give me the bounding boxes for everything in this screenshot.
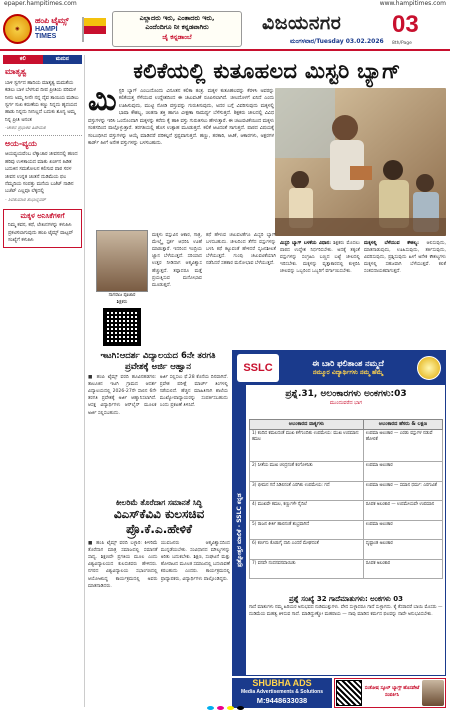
author-photo [96,230,148,292]
table-cell: 7) ವನವೇ ನಂದನವನವಾಯಿತು [250,559,364,579]
drop-cap: ಮಿ [88,83,117,118]
classroom-photo [275,88,446,236]
submission-box [3,209,82,248]
poem-author-2: - ಶಿವಕುಮಾರ ಶುಭಾನ್ನವರ್ [5,197,46,203]
dateline: ಮಂಗಳವಾರ/Tuesday 03.02.2026 [290,38,384,45]
alankara-table [249,419,443,579]
registration-dot [207,706,214,710]
story-2-col-1: ■ ಹಂಪಿ ಟೈಮ್ಸ್ ವರದಿ ಹೂವಿನಹಡಗಲಿ: ತಾಲೂಕಿನ ಇಟಗಿ ಗ್ರಾಮದ ಆದರ್ಶ ವಿದ್ಯಾಲಯದಲ್ಲಿ 2026-27ನೇ ಸಾಲಿನ 6ನೇ ತರಗತಿ ಪ್ರವೇಶಕ್ಕೆ ಅರ್ಜಿ ಆಹ್ವಾನಿಸಲಾಗಿದೆ. ಆಸಕ್ತ ವಿದ್ಯಾರ್ಥಿಗಳು ಆನ್‌ಲೈನ್ ಮೂಲಕ ಅರ್ಜಿ ಸಲ್ಲಿಸಬಹುದು. [88,375,157,416]
author-role: ಶಿಕ್ಷಕರು [116,300,128,306]
story-3-col-1: ■ ಹಂಪಿ ಟೈಮ್ಸ್ ವರದಿ ಬಳ್ಳಾರಿ: ಕೀಳರಿಮೆ ತೊರೆದಾಗ ಮಾತ್ರ ಸಮಾಜದಲ್ಲಿ ಸಮಾನತೆ ಸಾಧ್ಯ. ಶಿಕ್ಷಣವೇ ಪ್ರಗತಿಯ ಮೂಲ ಎಂದು ವಿಶ್ವವಿದ್ಯಾಲಯದ ಕುಲಸಚಿವರು ಹೇಳಿದರು. ನಗರದ ವಿಶ್ವವಿದ್ಯಾಲಯ ಸಭಾಂಗಣದಲ್ಲಿ ಆಯೋಜಿಸಿದ್ದ ಕಾರ್ಯಕ್ರಮದಲ್ಲಿ ಅವರು ಮಾತನಾಡಿದರು. [88,541,158,589]
poem-title-1: ಮಾತೃತ್ವ [5,67,27,76]
story-3-body [88,540,230,705]
poem-body-2: ಆಯವ್ಯಯವೆಂಬ ಲೆಕ್ಕಾಚಾರ ಜೀವನದಲ್ಲಿ ಹಣದ ಹರಿವು ಉಳಿತಾಯದ ಮಾತು ಖರ್ಚಿನ ಹಿಡಿತ ಬದುಕಿನ ಸಮತೋಲನ ಕಲಿಸುವ ಪಾಠ ಸರಳ ಜೀವನ ಉನ್ನತ ಚಿಂತನೆ ದುಡಿಮೆಯ ಫಲ ನೆಮ್ಮದಿಯ ಸಂಪತ್ತು ಮನೆಯ ಬಜೆಟ್ ನಾಡಿನ ಬಜೆಟ್ ಎಲ್ಲವೂ ಲೆಕ್ಕದಲ್ಲಿ [5,152,78,195]
subhead-skills: ಮಕ್ಕಳಲ್ಲಿ ಬೆಳೆಯುವ ಕೌಶಲ್ಯ: [364,241,420,246]
qr-code-icon[interactable] [103,308,141,346]
sslc-question: ಪ್ರಶ್ನೆ.31, ಅಲಂಕಾರಗಳು ಅಂಕಗಳು:03 [285,389,407,399]
hampi-times-logo[interactable] [3,11,79,47]
sslc-question-sub: ಮುಂದುವರೆದ ಭಾಗ [329,400,363,407]
city-title: ವಿಜಯನಗರ [262,12,342,34]
website-url[interactable]: www.hampitimes.com [379,0,446,8]
table-cell: ಉಪಮಾ ಅಲಂಕಾರ [363,520,442,539]
epaper-url[interactable]: epaper.hampitimes.com [4,0,77,8]
main-story-col-2: ಮಕ್ಕಳು ವಸ್ತುವಿನ ಆಕಾರ, ಗಾತ್ರ, ಮೇಲ್ಮೈ ಸ್ಪರ್ಶ ಆಧರಿಸಿ ಊಹೆ ಮಾಡುತ್ತಾರೆ. ಇದರಿಂದ ಇಂದ್ರಿಯ ಜ್ಞಾನ ಬೆಳೆಯುತ್ತದೆ. ಸರಿಯಾದ ಉತ್ತರ ನೀಡಿದಾಗ ಆತ್ಮವಿಶ್ವಾಸ ಹೆಚ್ಚುತ್ತದೆ. ತಪ್ಪಾದರೂ ಮತ್ತೆ ಪ್ರಯತ್ನಿಸುವ ಮನೋಭಾವ ಮೂಡುತ್ತದೆ. [152,233,202,288]
main-story-col-4 [280,240,360,344]
table-row [250,462,443,481]
main-story-text: ಸ್ಟರಿ ಬ್ಯಾಗ್ ಎಂಬುದೊಂದು ವಿನೂತನ ಕಲಿಕಾ ತಂತ್ರ. ಮಕ್ಕಳ ಕುತೂಹಲವನ್ನು ಕೆರಳಿಸಿ ಅವರನ್ನು ಕಲಿಕೆಯತ್ತ ಸೆಳೆಯುವ ಉದ್ದೇಶದಿಂದ ಈ ಚಟುವಟಿಕೆ ರೂಪಿಸಲಾಗಿದೆ. ಚೀಲದೊಳಗೆ ಏನಿದೆ ಎಂದು ಊಹಿಸುವುದು, ಮುಟ್ಟಿ ನೋಡಿ ವಸ್ತುವನ್ನು ಗುರುತಿಸುವುದು, ಅದರ ಬಗ್ಗೆ ವಿವರಿಸುವುದು ಮಕ್ಕಳಲ್ಲಿ ಭಾಷಾ ಕೌಶಲ್ಯ, ಚಿಂತನಾ ಶಕ್ತಿ ಹಾಗೂ ವೀಕ್ಷಣಾ ಸಾಮರ್ಥ್ಯ ಬೆಳೆಸುತ್ತದೆ. ಶಿಕ್ಷಕರು ಚೀಲದಲ್ಲಿ ವಿವಿಧ ವಸ್ತುಗಳನ್ನು ಇರಿಸಿ ಒಂದೊಂದಾಗಿ ಮಕ್ಕಳನ್ನು ಕರೆದು ಕೈ ಹಾಕಿ ವಸ್ತು ಗುರುತಿಸಲು ಹೇಳುತ್ತಾರೆ. ಈ ಚಟುವಟಿಕೆಯಿಂದ ಮಕ್ಕಳು ಸಂತಸದಿಂದ ಪಾಲ್ಗೊಳ್ಳುತ್ತಾರೆ. ತರಗತಿಯಲ್ಲಿ ಹೊಸ ಉತ್ಸಾಹ ಮೂಡುತ್ತದೆ. ಕಲಿಕೆ ಆಟದಂತೆ ಸಾಗುತ್ತದೆ. ಪಾಠದ ವಿಷಯಕ್ಕೆ ಸಂಬಂಧಿಸಿದ ವಸ್ತುಗಳನ್ನು ಆಯ್ಕೆ ಮಾಡಿದರೆ ಪರಿಕಲ್ಪನೆ ಸ್ಪಷ್ಟವಾಗುತ್ತದೆ. ಹಣ್ಣು, ತರಕಾರಿ, ಆಟಿಕೆ, ಆಕಾರಗಳು, ಅಕ್ಷರಗಳ ಕಾರ್ಡ್ ಹೀಗೆ ಅನೇಕ ವಸ್ತುಗಳನ್ನು ಬಳಸಬಹುದು. [88,89,274,146]
story-3-headline-top: ಕೀಲರಿಮೆ ತೊರೆದಾಗ ಸಮಾನತೆ ಸಿದ್ಧಿ [115,498,203,507]
story-3-headline-main: ವಿಎಸ್‌ಕೆವಿವಿ ಕುಲಸಚಿವ ಪ್ರೊ.ಕೆ.ಎ.ಹೇಳಿಕೆ [113,507,205,537]
sslc-question-2-text: ಗಾದೆ ಮಾತುಗಳು ನಮ್ಮ ಹಿರಿಯರ ಅನುಭವದ ನುಡಿಮುತ್ತುಗಳು. ವೇದ ಸುಳ್ಳಾದರೂ ಗಾದೆ ಸುಳ್ಳಾಗದು. ಕೈ ಕೆಸರಾದರೆ ಬಾಯಿ ಮೊಸರು — ದುಡಿಮೆಯ ಮಹತ್ವ ತಿಳಿಸುವ ಗಾದೆ. ಮಾಡಿದ್ದುಣ್ಣೋ ಮಹರಾಯ — ನಾವು ಮಾಡಿದ ಕರ್ಮದ ಫಲವನ್ನು ನಾವೇ ಅನುಭವಿಸಬೇಕು. [249,605,443,617]
table-cell: ಉಪಮಾ ಅಲಂಕಾರ — ಸಮಾನ ಧರ್ಮ: ಎರಗುವಿಕೆ [363,481,442,500]
table-cell: 5) ರಾಜನ ಕೀರ್ತಿ ಹಾಲಿನಂತೆ ಶುಭ್ರವಾಗಿದೆ [250,520,364,539]
subhead-method: ಮಿಸ್ಟರಿ ಬ್ಯಾಗ್ ಬಳಕೆಯ ವಿಧಾನ: [280,241,331,246]
sslc-panel [232,350,446,676]
sidebar-tabs [3,55,82,64]
globe-icon [417,356,441,380]
poem-author-1: -ಚೇತನ ಪ್ರಭಾಕರ ಹಿರೇಮಠ [5,126,46,132]
slogan-line-1: ಎಲ್ಲಾದರು ಇರು, ಎಂತಾದರು ಇರು, [139,14,215,22]
day-number: 03 [392,11,419,38]
table-row [250,540,443,559]
registration-dot [237,706,244,710]
table-row [250,520,443,539]
sidebar-column [3,55,85,707]
ad-2-text: ಸಂತೋಷ ಸ್ಕೂಲ್ ಬ್ಯಾಗ್ಸ್ ಹೊಸಪೇಟೆ ಸಂಪರ್ಕಿಸಿ [364,686,420,698]
poem-title-2: ಅಯ-ವ್ಯಯ [5,138,37,148]
author-name: ನಾಗರಾಜ ಪೂಜಾರ [108,293,136,298]
table-row [250,429,443,462]
main-story-col-5 [364,240,446,344]
table-cell: ಉಪಮಾ ಅಲಂಕಾರ — ಎರಡು ವಸ್ತುಗಳ ನಡುವೆ ಹೋಲಿಕೆ [363,429,442,462]
ad-2-photo [422,680,444,706]
story-2-headline[interactable]: ಇಟಗಿ:ಆದರ್ಶ ವಿದ್ಯಾಲಯದ 6ನೇ ತರಗತಿ ಪ್ರವೇಶಕ್ಕೆ ಅರ್ಜಿ ಆಹ್ವಾನ [100,351,216,373]
poem-body-1: ಬಾಳಿ ಸ್ವರ್ಗದ ಹಾದಿಯ ಮಾತೃತ್ವ ಮಮತೆಯ ಕಡಲು ಬಾಳ ಬೆಳಗುವ ದೀಪ ಪ್ರೀತಿಯ ಪರಿಮಳ ನೀನು ಅಮ್ಮ ನೀನೇ ನನ್ನ ದೈವ ತಾಯಿಯ ಮಡಿಲು ಸ್ವರ್ಗ ಸುಖ ಕರುಣೆಯ ಕಣ್ಣು ನಿನ್ನದು ಹೃದಯದ ಹಾಡು ನಿನ್ನದು ನೀನಿಲ್ಲದೆ ಬದುಕು ಶೂನ್ಯ ಅಮ್ಮ ನಿನ್ನ ಪ್ರೀತಿ ಅನಂತ [5,80,79,123]
table-cell: ರೂಪಕ ಅಲಂಕಾರ — ಉಪಮೇಯವೇ ಉಪಮಾನ [363,501,442,520]
slogan-line-2: ಎಂದೆಂದಿಗೂ ನೀ ಕನ್ನಡವಾಗಿರು [145,23,209,32]
logo-english: HAMPI TIMES [34,25,58,41]
bag-store-ad[interactable] [334,678,446,708]
slogan-box [112,11,242,47]
submission-box-title: ಮಕ್ಕಳ ಅನಿಸಿಕೆಗಳಿಗೆ [20,212,65,221]
ad-brand: SHUBHA ADS [252,678,312,688]
slogan-line-3: ಜೈ ಕನ್ನಡಾಂಬೆ [162,32,192,41]
skills-text: ಆಲಿಸುವುದು, ಮಾತನಾಡುವುದು, ಊಹಿಸುವುದು, ತರ್ಕಿಸುವುದು, ವಿವರಿಸುವುದು, ಪ್ರಶ್ನಿಸುವುದು ಹೀಗೆ ಅನೇಕ ಕೌಶಲ್ಯಗಳು ಮಕ್ಕಳಲ್ಲಿ ಸಹಜವಾಗಿ ಬೆಳೆಯುತ್ತವೆ. ಕಲಿಕೆ ಸಂತಸದಾಯಕವಾಗುತ್ತದೆ. [364,241,446,275]
table-cell: 3) ಭೀಮನ ಗದೆ ಸಿಡಿಲಿನಂತೆ ಎರಗಿತು ಉಪಮೇಯ: ಗದೆ [250,481,364,500]
sslc-subtitle: ನಮ್ಮೂರ ವಿದ್ಯಾರ್ಥಿಗಳು ನಮ್ಮ ಹೆಮ್ಮೆ [312,369,384,377]
table-cell: 4) ಮುಖವೇ ಕಮಲ, ಕಣ್ಣುಗಳೇ ನೈದಿಲೆ [250,501,364,520]
logo-emblem-icon: ◉ [3,14,32,44]
table-row [250,501,443,520]
page-label: 8th/Page [392,41,412,46]
table-row [250,481,443,500]
story-2-body [88,374,228,496]
sslc-vertical-strip: ಪ್ರಶ್ನೋತ್ತರ ಮಾಲಿಕೆ - SSLC ಕನ್ನಡ [233,385,246,675]
table-cell: ರೂಪಕ ಅಲಂಕಾರ [363,559,442,579]
table-cell: 2) ಸೀತೆಯ ಮುಖ ಚಂದ್ರನಂತೆ ಕಂಗೊಳಿಸಿತು [250,462,364,481]
top-strip [0,0,450,9]
registration-dot [227,706,234,710]
ad-tagline: Media Advertisements & Solutions [240,689,324,695]
registration-dot [217,706,224,710]
sslc-badge: SSLC [237,354,279,382]
ad-phone: M:9448633038 [256,696,308,705]
logo-kannada: ಹಂಪಿ ಟೈಮ್ಸ್ [34,15,69,25]
karnataka-flag-icon [80,15,110,43]
table-header-1: ಅಲಂಕಾರದ ವಾಕ್ಯಗಳು [250,420,364,430]
method-text: ಶಿಕ್ಷಕರು ಮೊದಲು ಪಾಠದ ಉದ್ದೇಶ ನಿರ್ಧರಿಸಬೇಕು. ಅದಕ್ಕೆ ತಕ್ಕಂತೆ ವಸ್ತುಗಳನ್ನು ಸಂಗ್ರಹಿಸಿ ಬಣ್ಣದ ಬಟ್ಟೆ ಚೀಲದಲ್ಲಿ ಇರಿಸಬೇಕು. ಮಕ್ಕಳನ್ನು ವೃತ್ತಾಕಾರದಲ್ಲಿ ಕುಳ್ಳಿರಿಸಿ ಚೀಲವನ್ನು ಒಬ್ಬರಿಂದ ಒಬ್ಬರಿಗೆ ವರ್ಗಾಯಿಸಬೇಕು. [280,241,360,275]
table-cell: 6) ಕರ್ಣನು ಕೊಡುಗೈ ದಾನಿ ಎಂದರೆ ಮೇಘದಂತೆ [250,540,364,559]
sslc-title: ಈ ಬಾರಿ ಫಲಿತಾಂಶ ನಮ್ಮದೆ [312,358,384,368]
story-3-headline[interactable] [88,498,230,538]
table-cell: 1) ಕಂದಿದ ಕಮಲದಂತೆ ಮುಖ ಕಳೆಗುಂದಿತು ಉಪಮೇಯ: ಮುಖ ಉಪಮಾನ: ಕಮಲ [250,429,364,462]
table-header-2: ಅಲಂಕಾರದ ಹೆಸರು & ಲಕ್ಷಣ [363,420,442,430]
story-2-col-2: ಅರ್ಜಿ ಸಲ್ಲಿಸಲು ಫೆ.28 ಕೊನೆಯ ದಿನವಾಗಿದೆ. ಪ್ರವೇಶ ಪರೀಕ್ಷೆ ಮಾರ್ಚ್ ತಿಂಗಳಲ್ಲಿ ನಡೆಯಲಿದೆ. ಹೆಚ್ಚಿನ ಮಾಹಿತಿಗಾಗಿ ಶಾಲೆಯ ಮುಖ್ಯೋಪಾಧ್ಯಾಯರನ್ನು ಸಂಪರ್ಕಿಸಬಹುದು ಎಂದು ಪ್ರಕಟಣೆ ತಿಳಿಸಿದೆ. [159,375,228,409]
sidebar-tab-2: ಮನುನ [43,55,83,64]
sslc-question-2: ಪ್ರಶ್ನೆ ಸಂಖ್ಯೆ 32 ಗಾದೆಮಾತುಗಳು: ಅಂಕಗಳು 03 [288,595,404,603]
sidebar-tab-1: ಕಲಿ [3,55,43,64]
main-story-col-3: ಕಥೆ ಹೇಳುವ ಚಟುವಟಿಕೆಗೂ ಮಿಸ್ಟರಿ ಬ್ಯಾಗ್ ಬಳಸಬಹುದು. ಚೀಲದಿಂದ ತೆಗೆದ ವಸ್ತುಗಳನ್ನು ಬಳಸಿ ಕಥೆ ಕಟ್ಟುವಂತೆ ಹೇಳಿದರೆ ಸೃಜನಶೀಲತೆ ಬೆಳೆಯುತ್ತದೆ. ಗುಂಪು ಚಟುವಟಿಕೆಯಾಗಿ ನಡೆಸಿದರೆ ಸಹಕಾರ ಮನೋಭಾವ ಬೆಳೆಯುತ್ತದೆ. [206,233,276,267]
table-row [250,559,443,579]
ad-qr-code-icon [336,680,362,706]
table-cell: ಉಪಮಾ ಅಲಂಕಾರ [363,462,442,481]
main-story-body [88,83,274,228]
author-box [96,230,148,345]
divider [3,135,82,136]
table-cell: ದೃಷ್ಟಾಂತ ಅಲಂಕಾರ [363,540,442,559]
masthead [0,9,450,51]
main-headline[interactable]: ಕಲಿಕೆಯಲ್ಲಿ ಕುತೂಹಲದ ಮಿಸ್ಟರಿ ಬ್ಯಾಗ್ [133,59,401,83]
story-3-col-2: ಯುವಜನರು ಆತ್ಮವಿಶ್ವಾಸದಿಂದ ಮುನ್ನಡೆಯಬೇಕು. ಸಂವಿಧಾನದ ಮೌಲ್ಯಗಳನ್ನು ಅರಿತು ಬದುಕಬೇಕು. ಶಿಕ್ಷಣ, ಸಂಘಟನೆ ಮತ್ತು ಹೋರಾಟದ ಮೂಲಕ ಸಮಾಜದಲ್ಲಿ ಬದಲಾವಣೆ ತರಬಹುದು ಎಂದರು. ಕಾರ್ಯಕ್ರಮದಲ್ಲಿ ಪ್ರಾಧ್ಯಾಪಕರು, ವಿದ್ಯಾರ್ಥಿಗಳು ಪಾಲ್ಗೊಂಡಿದ್ದರು. [160,541,230,582]
sslc-banner [233,351,445,385]
submission-box-text: ನಿಮ್ಮ ಕವನ, ಕಥೆ, ಲೇಖನಗಳನ್ನು ಕಳುಹಿಸಿ ಪ್ರಕಟಿಸಲಾಗುವುದು ಹಂಪಿ ಟೈಮ್ಸ್ ವಾಟ್ಸಪ್ ಸಂಖ್ಯೆಗೆ ಕಳುಹಿಸಿ [8,223,74,244]
color-registration-dots [0,706,450,712]
shubha-ads-banner[interactable] [232,678,332,708]
